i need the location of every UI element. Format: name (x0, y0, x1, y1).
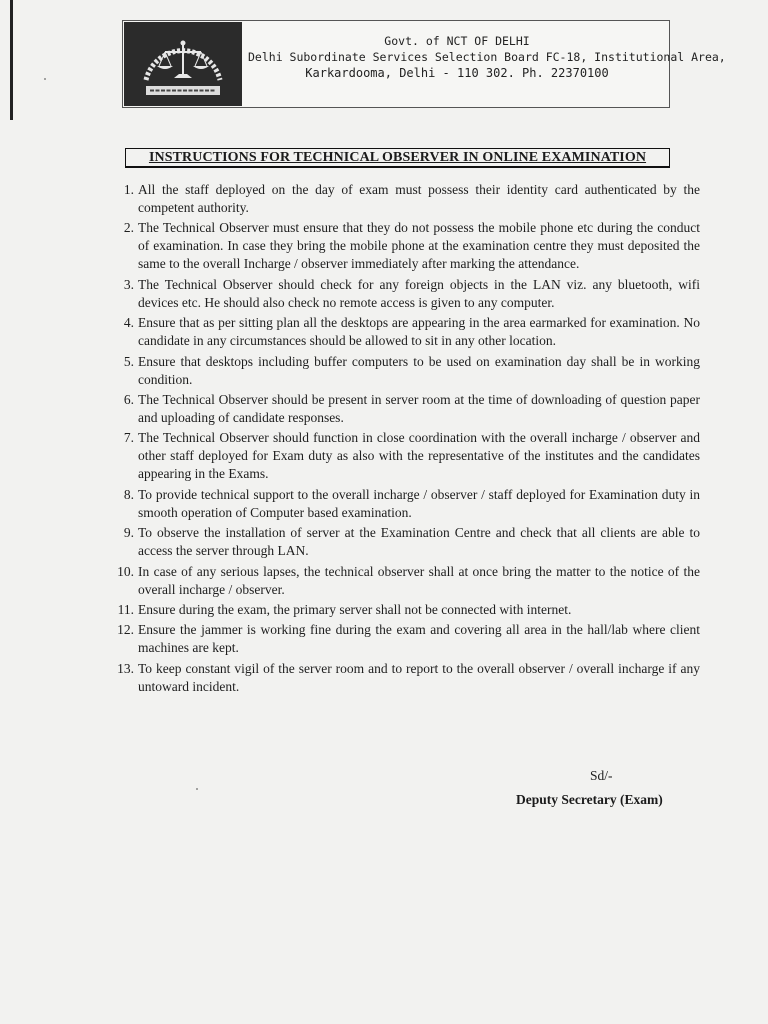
list-item (100, 563, 700, 599)
organization-address (248, 33, 726, 81)
item-text: To provide technical support to the overall incharge / observer / staff deployed for Examination duty in smooth operation of Computer based examination. (138, 486, 700, 520)
list-item (100, 524, 700, 560)
list-item (100, 660, 700, 696)
document-title: INSTRUCTIONS FOR TECHNICAL OBSERVER IN ONLINE EXAMINATION (125, 148, 670, 168)
list-item (100, 276, 700, 312)
government-name: Govt. of NCT OF DELHI (384, 34, 530, 48)
item-number: 5. (123, 353, 134, 369)
item-number: 3. (123, 276, 134, 292)
item-number: 6. (123, 391, 134, 407)
list-item (100, 219, 700, 273)
item-text: In case of any serious lapses, the technical observer shall at once bring the matter to the notice of the overall incharge / observer. (138, 563, 700, 597)
list-item (100, 181, 700, 217)
list-item (100, 601, 700, 619)
item-text: Ensure that desktops including buffer computers to be used on examination day shall be in working condition. (138, 353, 700, 387)
city-phone: Karkardooma, Delhi - 110 302. Ph. 22370100 (305, 66, 609, 80)
scan-edge-mark (10, 0, 13, 120)
scales-of-justice-icon (124, 22, 242, 106)
item-text: The Technical Observer must ensure that they do not possess the mobile phone etc during the conduct of examination. In case they bring the mobile phone at the examination centre they must deposited the same to the overall Incharge / observer immediately after marking the attendance. (138, 220, 700, 272)
item-number: 1. (123, 182, 134, 197)
scan-speck (44, 78, 46, 80)
item-text: Ensure the jammer is working fine during the exam and covering all area in the hall/lab where client machines are kept. (138, 622, 700, 656)
item-text: The Technical Observer should function in close coordination with the overall incharge / observer and other staff deployed for Exam duty as also with the representative of the institutes and the candidates appearing in the Exams. (138, 430, 700, 482)
board-logo (124, 22, 242, 106)
item-text: Ensure that as per sitting plan all the desktops are appearing in the area earmarked for examination. No candidate in any circumstances should be allowed to sit in any other location. (138, 315, 700, 349)
item-number: 7. (123, 430, 134, 446)
item-text: The Technical Observer should check for any foreign objects in the LAN viz. any bluetooth, wifi devices etc. He should also check no remote access is given to any computer. (138, 276, 700, 310)
list-item (100, 391, 700, 427)
list-item (100, 314, 700, 350)
list-item (100, 429, 700, 483)
item-number: 12. (117, 622, 134, 638)
item-text: To keep constant vigil of the server room and to report to the overall observer / overall incharge if any untoward incident. (138, 660, 700, 694)
list-item (100, 353, 700, 389)
item-text: To observe the installation of server at the Examination Centre and check that all clients are able to access the server through LAN. (138, 525, 700, 559)
item-number: 11. (117, 601, 134, 617)
signature-mark: Sd/- (590, 768, 613, 783)
item-number: 8. (123, 486, 134, 502)
item-text: Ensure during the exam, the primary server shall not be connected with internet. (138, 601, 572, 617)
item-text: The Technical Observer should be present in server room at the time of downloading of question paper and uploading of candidate responses. (138, 391, 700, 425)
item-text: All the staff deployed on the day of exam must possess their identity card authenticated by the competent authority. (138, 182, 700, 215)
item-number: 2. (123, 220, 134, 236)
list-item (100, 621, 700, 657)
scan-speck (196, 788, 198, 790)
list-item (100, 486, 700, 522)
item-number: 10. (117, 563, 134, 579)
item-number: 9. (123, 525, 134, 541)
item-number: 13. (117, 660, 134, 676)
item-number: 4. (123, 315, 134, 331)
signatory-designation: Deputy Secretary (Exam) (516, 792, 663, 807)
instruction-list (100, 181, 700, 698)
board-name-address: Delhi Subordinate Services Selection Board FC-18, Institutional Area, (248, 50, 726, 64)
letterhead (122, 20, 726, 108)
